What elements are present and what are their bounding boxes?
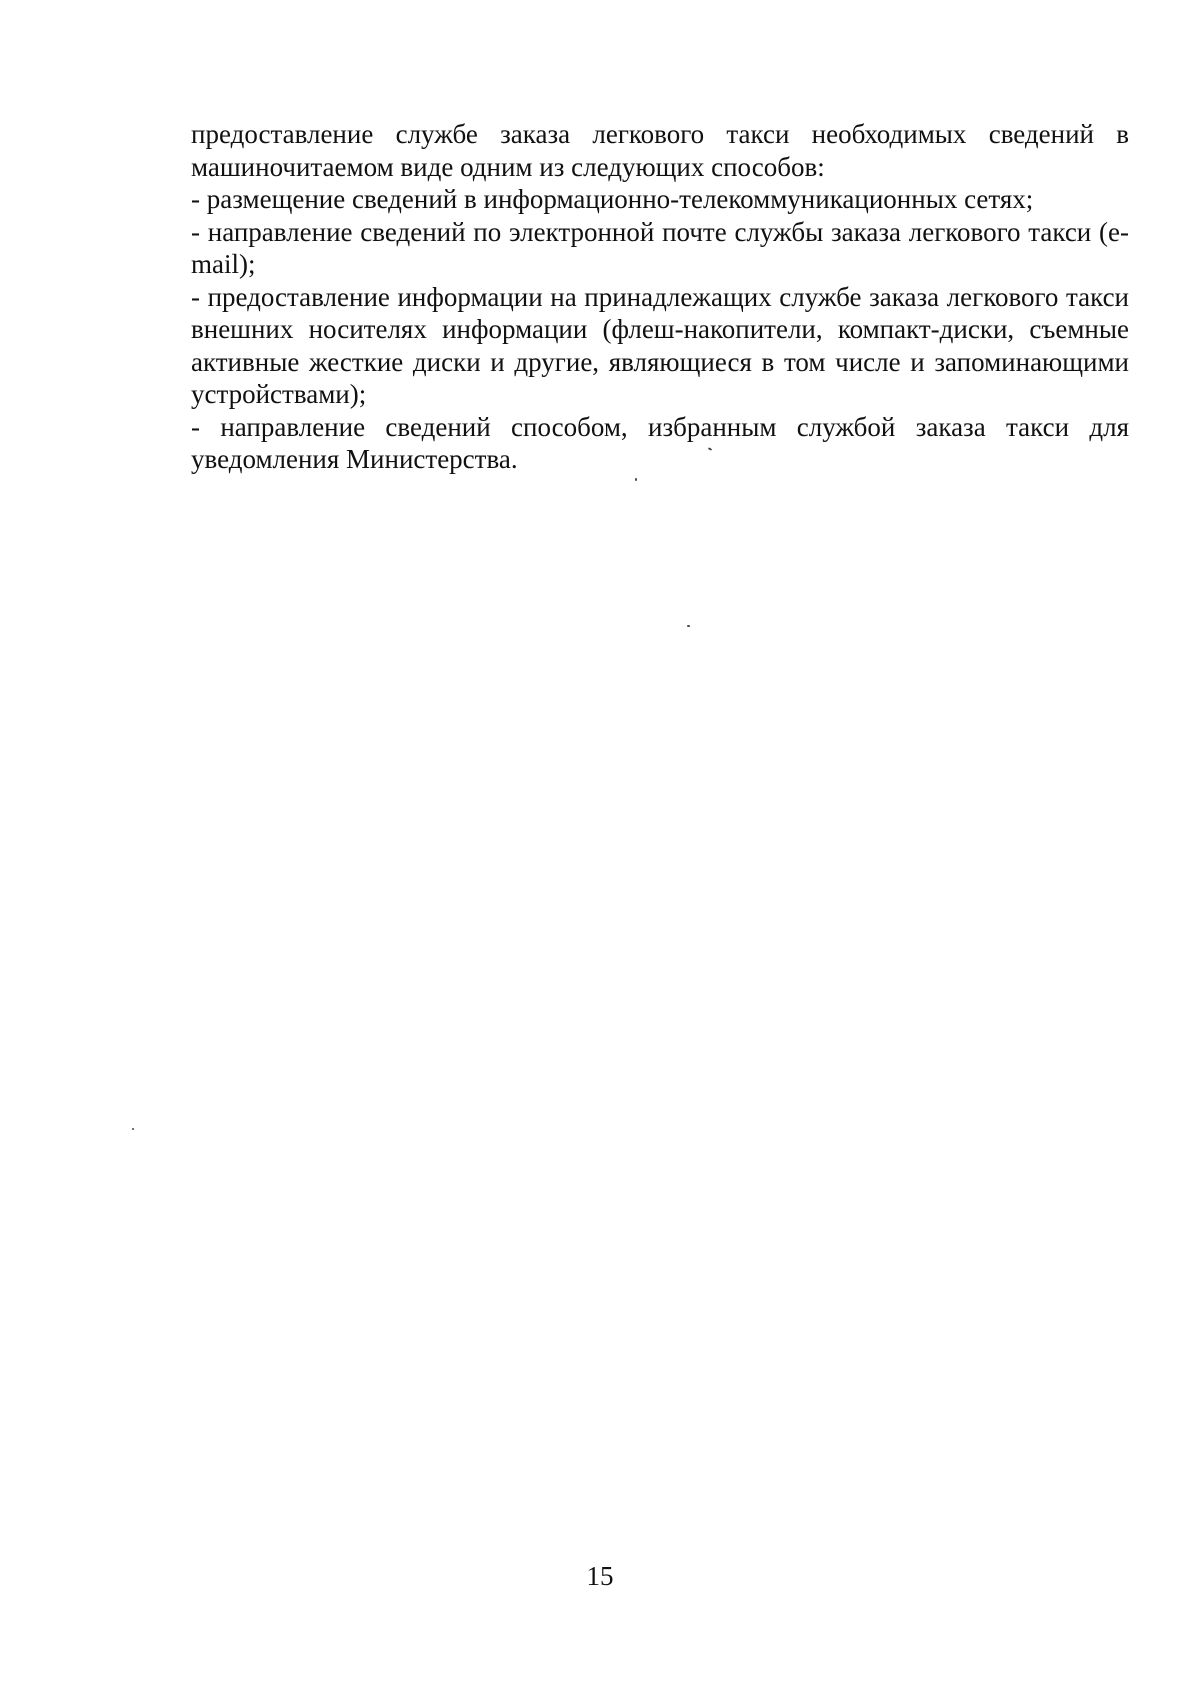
list-item-external-media: - предоставление информации на принадлежащих службе заказа легкового такси внешних носителях информации (флеш-накопители, компакт-диски, съемные активные жесткие диски и другие, являющиеся в том числе и запоминающими устройствами); [191, 281, 1129, 409]
document-body [191, 118, 1129, 476]
list-item-chosen-method: - направление сведений способом, избранным службой заказа такси для уведомления Министерства. [191, 411, 1129, 474]
page-number: 15 [586, 1561, 614, 1591]
scan-speck [635, 478, 637, 481]
scan-speck [687, 625, 690, 627]
scan-speck [132, 1128, 134, 1130]
list-item-email-delivery: - направление сведений по электронной почте службы заказа легкового такси (e-mail); [191, 216, 1129, 279]
list-item-network-placement: - размещение сведений в информационно-телекоммуникационных сетях; [191, 184, 1034, 214]
paragraph-intro: предоставление службе заказа легкового такси необходимых сведений в машиночитаемом виде одним из следующих способов: [191, 119, 1129, 182]
